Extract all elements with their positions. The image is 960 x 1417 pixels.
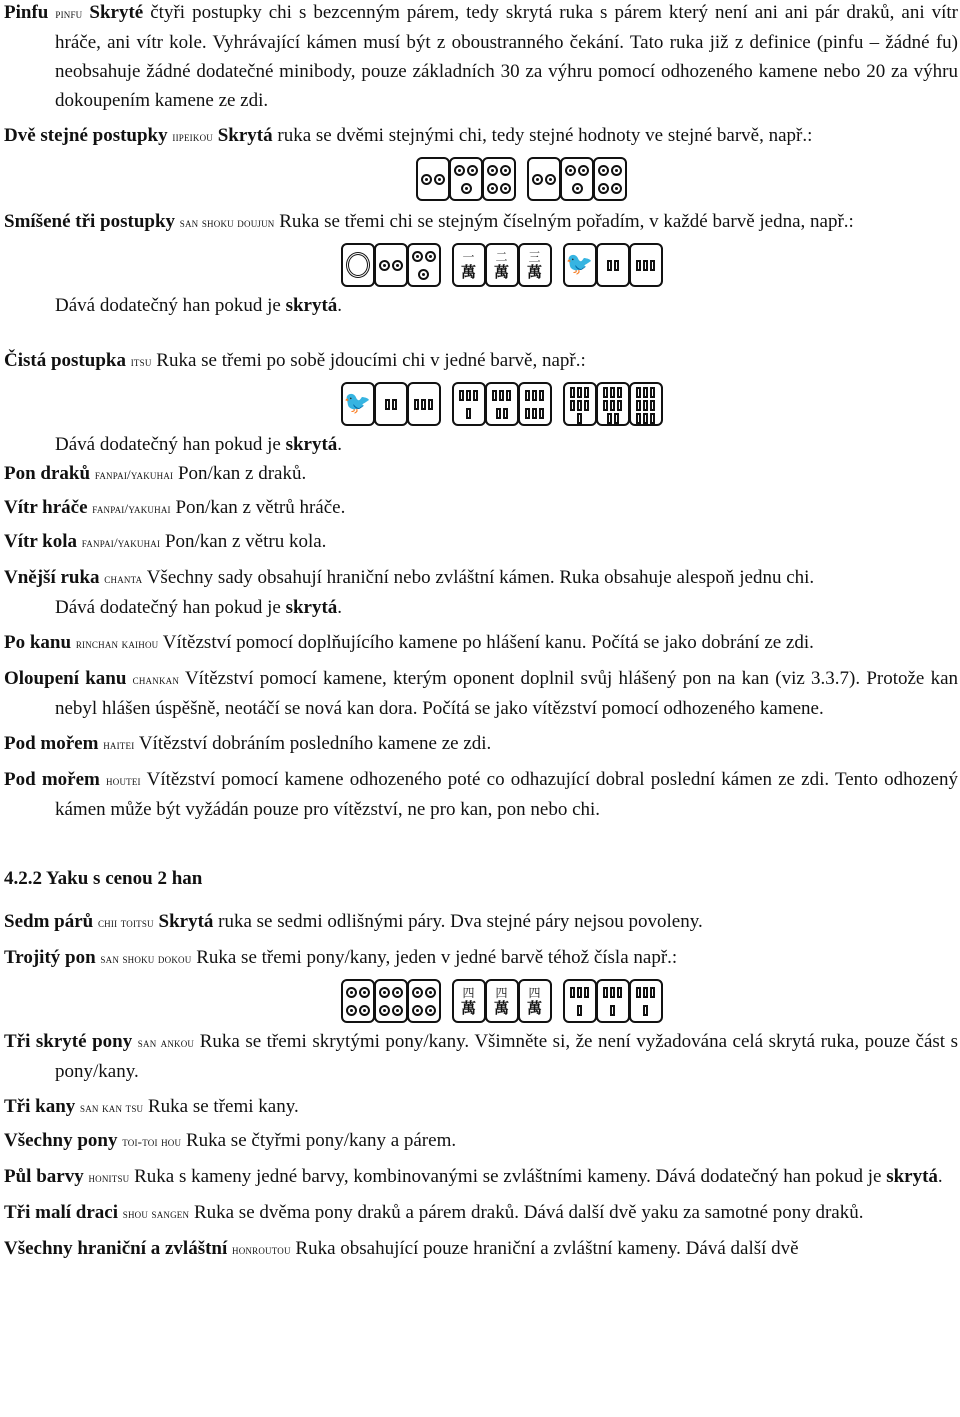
entry-text: Ruka se třemi po sobě jdoucími chi v jedné barvě, např.: [156,350,586,371]
entry-chankan: Oloupení kanu chankan Vítězství pomocí kamene, kterým oponent doplnil svůj hlášený pon na kan (viz 3.3.7). Protože kan nebyl hlášen úspěšně, neotáčí se nová kan dora. Počítá se jako vítězství pomocí odhozeného kamene. [4,668,959,719]
tile-group [452,243,551,287]
entry-term: Dvě stejné postupky [4,125,168,146]
sou-4-tile [629,979,663,1023]
document-page [4,0,958,1264]
sou-4-tile [563,979,597,1023]
pin-4-tile [593,157,627,201]
entry-pinfu [4,0,958,115]
entry-text: ruka se dvěmi stejnými chi, tedy stejné hodnoty ve stejné barvě, např.: [277,125,813,146]
note-chanta: Dává dodatečný han pokud je skrytá. [55,597,343,618]
entry-iipeikou [4,121,958,151]
tile-group [341,382,440,426]
tile-example-itsu [4,382,958,426]
sou-7-tile [563,382,597,426]
man-4-tile: 四 萬 [485,979,519,1023]
tile-group [452,382,551,426]
pin-4-tile [341,979,375,1023]
japanese-name: itsu [130,354,152,369]
man-4-tile: 四 萬 [452,979,486,1023]
tile-group [416,157,515,201]
entry-shousangen: Tři malí draci shou sangen Ruka se dvěma pony draků a párem draků. Dává další dvě yaku za samotné pony draků. [4,1202,864,1223]
japanese-name: iipeikou [172,129,213,144]
pin-4-tile [407,979,441,1023]
sou-2-tile [596,243,630,287]
section-heading: 4.2.2 Yaku s cenou 2 han [4,868,203,889]
entry-sanshoku [4,207,958,237]
man-2-tile: 二 萬 [485,243,519,287]
tile-example-sanshokudokou [4,979,958,1023]
sou-1-bird-tile: 🐦 [341,382,375,426]
pin-1-tile [341,243,375,287]
entry-sanshokudokou: Trojitý pon san shoku dokou Ruka se třemi pony/kany, jeden v jedné barvě téhož čísla např.: [4,947,678,968]
tile-group [452,979,551,1023]
pin-3-tile [560,157,594,201]
tile-group [527,157,626,201]
pin-2-tile [527,157,561,201]
note-sanshoku: Dává dodatečný han pokud je skrytá. [55,295,343,316]
entry-houtei: Pod mořem houtei Vítězství pomocí kamene odhozeného poté co odhazující dobral poslední kámen ze zdi. Tento odhozený kámen může být vyžádán pouze pro vítězství, ne pro kan, pon nebo chi. [4,769,958,820]
pin-4-tile [482,157,516,201]
japanese-name: pinfu [55,6,83,21]
entry-toitoi: Všechny pony toi-toi hou Ruka se čtyřmi pony/kany a párem. [4,1130,457,1151]
entry-text: čtyři postupky chi s bezcenným párem, tedy skrytá ruka s párem který není ani ani pár draků, ani vítr hráče, ani vítr kole. Vyhrávající kámen musí být z oboustranného čekání. Tato ruka již z definice (pinfu – žádné fu) neobsahuje žádné dodatečné minibody, pouze základních 30 za výhru pomocí odhozeného kamene nebo 20 za výhru dokoupením kamene ze zdi. [55,2,959,111]
sou-1-bird-tile: 🐦 [563,243,597,287]
man-1-tile: 一 萬 [452,243,486,287]
tile-example-iipeikou [4,157,958,201]
tile-example-sanshoku [4,243,958,287]
entry-vitr-hrace: Vítr hráče fanpai/yakuhai Pon/kan z větrů hráče. [4,497,346,518]
entry-term: Pinfu [4,2,49,23]
emphasis: Skrytá [217,125,273,146]
sou-6-tile [518,382,552,426]
entry-chiitoitsu: Sedm párů chii toitsu Skrytá ruka se sedmi odlišnými páry. Dva stejné páry nejsou povoleny. [4,911,703,932]
sou-3-tile [629,243,663,287]
sou-2-tile [374,382,408,426]
man-4-tile: 四 萬 [518,979,552,1023]
pin-2-tile [416,157,450,201]
entry-rinchan: Po kanu rinchan kaihou Vítězství pomocí doplňujícího kamene po hlášení kanu. Počítá se jako dobrání ze zdi. [4,632,814,653]
entry-term: Čistá postupka [4,350,126,371]
entry-term: Smíšené tři postupky [4,211,176,232]
sou-4-tile [596,979,630,1023]
sou-4-tile [452,382,486,426]
sou-8-tile [596,382,630,426]
note-itsu: Dává dodatečný han pokud je skrytá. [55,434,343,455]
entry-chanta: Vnější ruka chanta Všechny sady obsahují hraniční nebo zvláštní kámen. Ruka obsahuje alespoň jednu chi. [4,567,815,588]
sou-9-tile [629,382,663,426]
entry-sanankou: Tři skryté pony san ankou Ruka se třemi skrytými pony/kany. Všimněte si, že není vyžadována celá skrytá ruka, pouze část s pony/kany. [4,1031,959,1082]
entry-pon-draku: Pon draků fanpai/yakuhai Pon/kan z draků. [4,463,307,484]
pin-3-tile [449,157,483,201]
emphasis: Skryté [89,2,144,23]
tile-group [341,243,440,287]
entry-haitei: Pod mořem haitei Vítězství dobráním posledního kamene ze zdi. [4,733,492,754]
entry-honroutou: Všechny hraniční a zvláštní honroutou Ruka obsahující pouze hraniční a zvláštní kameny. Dává další dvě [4,1238,799,1259]
tile-group [563,382,662,426]
pin-3-tile [407,243,441,287]
man-3-tile: 三 萬 [518,243,552,287]
pin-2-tile [374,243,408,287]
sou-3-tile [407,382,441,426]
sou-5-tile [485,382,519,426]
japanese-name: san shoku doujun [179,215,275,230]
entry-text: Ruka se třemi chi se stejným číselným pořadím, v každé barvě jedna, např.: [279,211,854,232]
entry-itsu [4,346,958,376]
pin-4-tile [374,979,408,1023]
tile-group [563,243,662,287]
entry-vitr-kola: Vítr kola fanpai/yakuhai Pon/kan z větru kola. [4,531,327,552]
tile-group [563,979,662,1023]
entry-sankantsu: Tři kany san kan tsu Ruka se třemi kany. [4,1096,299,1117]
entry-honitsu: Půl barvy honitsu Ruka s kameny jedné barvy, kombinovanými se zvláštními kameny. Dává dodatečný han pokud je skrytá. [4,1166,943,1187]
tile-group [341,979,440,1023]
